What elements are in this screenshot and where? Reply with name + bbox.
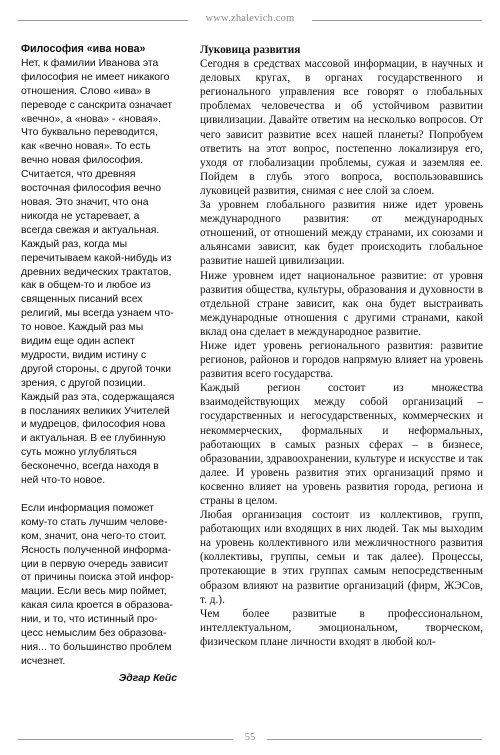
sidebar-line: Что буквально переводится, (21, 127, 158, 139)
sidebar-line: цесс немыслим без образова- (21, 628, 167, 640)
article-column (200, 43, 483, 649)
article-paragraph: Каждый регион состоит из множества взаимодействующих между собой организаций – государственных и негосударственных, коммерческих и некоммерческих, формальных и неформальных, работающих в самых разных сферах – в бизнесе, образовании, здравоохранении, культуре и искусстве и так далее. И уровень развития этих организаций прямо и косвенно влияет на уровень развития города, региона и страны в целом. (200, 382, 483, 507)
article-paragraph: За уровнем глобального развития ниже идет уровень международного развития: от международных отношений, от отношений между странами, их союзами и альянсами зависит, как будет происходить глобальное развитие нашей цивилизации. (200, 199, 483, 268)
sidebar-line: перечитываем какой-нибудь из (21, 252, 172, 264)
sidebar-line: в посланиях великих Учителей (21, 405, 170, 417)
article-body (200, 57, 483, 649)
sidebar-line: как в общем-то и любое из (21, 280, 151, 292)
header-rule-right (312, 20, 482, 21)
sidebar-line: нии, и то, что истинный про- (21, 614, 158, 626)
sidebar-line: исчезнет. (21, 655, 66, 667)
sidebar-line: восточная философия вечно (21, 183, 162, 195)
article-paragraph: Сегодня в средствах массовой информации, в научных и деловых кругах, в органах государственного и регионального управления все говорят о глобальных проблемах человечества и об устойчивом развитии цивилизации. Давайте ответим на несколько вопросов. От чего зависит развитие всех нашей планеты? Попробуем ответить на этот вопрос, постепенно локализируя его, уходя от глобализации проблемы, сужая и заземляя ее. Пойдем в глубь этого вопроса, воспользовавшись луковицей развития, снимая с нее слой за слоем. (200, 58, 483, 197)
site-url: www.zhalevich.com (205, 13, 295, 24)
sidebar-line: священных писаний всех (21, 294, 143, 306)
sidebar-line: Нет, к фамилии Иванова эта (21, 57, 159, 69)
sidebar-line: новая. Это значит, что она (21, 196, 149, 208)
sidebar-line: ней что-то новое. (21, 475, 106, 487)
sidebar-line: Если информация поможет (21, 502, 154, 514)
sidebar-line: бесконечно, всегда находя в (21, 461, 159, 473)
sidebar-line: никогда не устаревает, а (21, 210, 140, 222)
sidebar-title: Философия «ива нова» (21, 43, 146, 55)
sidebar-line: Каждый раз, когда мы (21, 238, 128, 250)
article-paragraph: Ниже идет уровень регионального развития: развитие регионов, районов и городов напрямую влияет на уровень развития всего государства. (200, 339, 483, 381)
sidebar-column (21, 43, 183, 686)
sidebar-line: Считается, что древняя (21, 169, 136, 181)
sidebar-line: Каждый раз эта, содержащаяся (21, 391, 175, 403)
sidebar-text-2 (21, 502, 183, 669)
sidebar-line: и мудрецов, философия нова (21, 419, 166, 431)
sidebar-line: отношения. Слово «ива» в (21, 85, 151, 97)
sidebar-line: ком, значит, она чего-то стоит. (21, 530, 167, 542)
sidebar-line: ния... то большинство проблем (21, 641, 172, 653)
sidebar-line: переводе с санскрита означает (21, 99, 173, 111)
sidebar-line: «вечно», а «нова» - «новая». (21, 113, 162, 125)
article-paragraph: Ниже уровнем идет национальное развитие: от уровня развития общества, культуры, образования и духовности в отдельной стране зависит, как она будет выстраивать международные отношения с другими странами, какой вклад она сделает в международное развитие. (200, 269, 483, 338)
sidebar-line: религий, мы всегда узнаем что- (21, 308, 174, 320)
sidebar-line: философия не имеет никакого (21, 71, 170, 83)
sidebar-text-1 (21, 57, 183, 488)
page-header (18, 14, 482, 26)
sidebar-line: то новое. Каждый раз мы (21, 322, 144, 334)
sidebar-line: мации. Если весь мир поймет, (21, 586, 167, 598)
footer-rule-right (267, 739, 482, 740)
sidebar-line: видим еще один аспект (21, 336, 135, 348)
sidebar-line: зрения, с другой позиции. (21, 377, 146, 389)
sidebar-line: Ясность полученной информа- (21, 544, 172, 556)
sidebar-line: кому-то стать лучшим челове- (21, 516, 168, 528)
page-footer (18, 733, 482, 745)
quote-author: Эдгар Кейс (118, 672, 177, 684)
page-number: 55 (244, 732, 256, 743)
sidebar-line: мудрости, видим истину с (21, 349, 147, 361)
sidebar-line: вечно новая философия. (21, 155, 144, 167)
sidebar-line: ции в первую очередь зависит (21, 558, 169, 570)
article-paragraph: Любая организация состоит из коллективов, групп, работающих или входящих в них людей. Так мы выходим на уровень коллективного или межличностного развития (коллективы, группы, семьи и так далее). Процессы, протекающие в этих группах самым непосредственным образом влияют на развитие организаций (фирм, ЖЭСов, т. д.). (200, 509, 483, 606)
sidebar-line: как «вечно новая». То есть (21, 141, 151, 153)
sidebar-line: суть можно углубляться (21, 447, 137, 459)
sidebar-line: от причины поиска этой инфор- (21, 572, 174, 584)
article-paragraph: Чем более развитые в профессиональном, интеллектуальном, эмоциональном, творческом, физическом плане личности входят в любой кол- (200, 607, 483, 648)
sidebar-line: и актуальная. В ее глубинную (21, 433, 166, 445)
sidebar-line: какая сила кроется в образова- (21, 600, 173, 612)
sidebar-line: древних ведических трактатов, (21, 266, 172, 278)
article-title: Луковица развития (200, 44, 301, 56)
sidebar-line: другой стороны, с другой точки (21, 363, 172, 375)
sidebar-line: всегда свежая и актуальная. (21, 224, 160, 236)
